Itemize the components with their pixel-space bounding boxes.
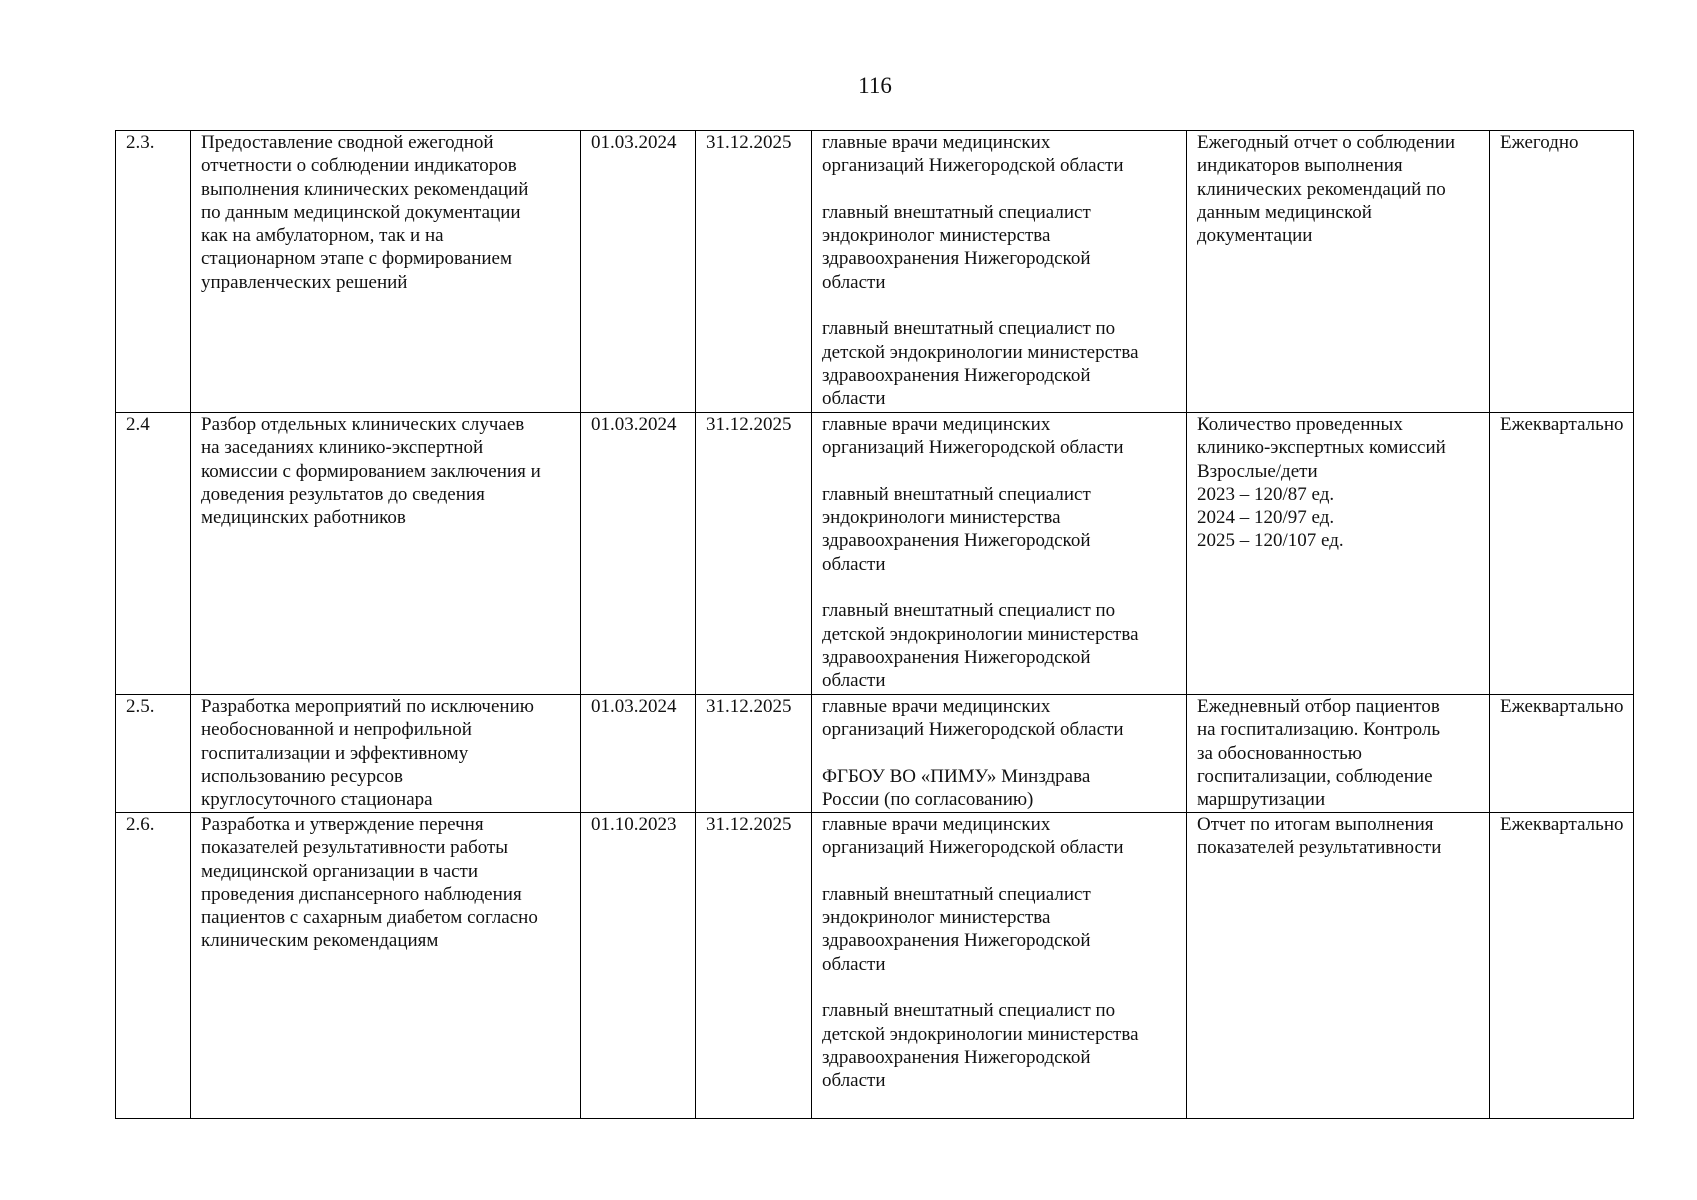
activity-table (115, 130, 1634, 1119)
activity-description: Разработка и утверждение перечня показателей результативности работы медицинской организации в части проведения диспансерного наблюдения пациентов с сахарным диабетом согласно клиническим рекомендациям (191, 813, 581, 1119)
responsible-entry: ФГБОУ ВО «ПИМУ» Минздрава России (по согласованию) (822, 765, 1091, 811)
responsible-entry: главные врачи медицинских организаций Нижегородской области (822, 132, 1124, 177)
responsible-entry: главные врачи медицинских организаций Нижегородской области (822, 814, 1124, 859)
activity-description: Разбор отдельных клинических случаев на заседаниях клинико-экспертной комиссии с формированием заключения и доведения результатов до сведения медицинских работников (191, 413, 581, 695)
start-date: 01.03.2024 (581, 413, 696, 695)
page-number: 116 (858, 73, 892, 98)
responsible-entry: главные врачи медицинских организаций Нижегородской области (822, 696, 1124, 741)
expected-result: Ежедневный отбор пациентов на госпитализацию. Контроль за обоснованностью госпитализации, соблюдение маршрутизации (1187, 695, 1490, 813)
frequency: Ежегодно (1490, 131, 1634, 413)
row-number: 2.6. (116, 813, 191, 1119)
activity-description: Разработка мероприятий по исключению необоснованной и непрофильной госпитализации и эффективному использованию ресурсов круглосуточного стационара (191, 695, 581, 813)
responsible-parties (812, 813, 1187, 1119)
frequency: Ежеквартально (1490, 813, 1634, 1119)
end-date: 31.12.2025 (696, 813, 812, 1119)
activity-description: Предоставление сводной ежегодной отчетности о соблюдении индикаторов выполнения клинических рекомендаций по данным медицинской документации как на амбулаторном, так и на стационарном этапе с формированием управленческих решений (191, 131, 581, 413)
frequency: Ежеквартально (1490, 413, 1634, 695)
row-number: 2.5. (116, 695, 191, 813)
table-row (116, 413, 1634, 695)
table-row (116, 813, 1634, 1119)
expected-result: Ежегодный отчет о соблюдении индикаторов выполнения клинических рекомендаций по данным медицинской документации (1187, 131, 1490, 413)
start-date: 01.03.2024 (581, 131, 696, 413)
end-date: 31.12.2025 (696, 695, 812, 813)
expected-result: Отчет по итогам выполнения показателей результативности (1187, 813, 1490, 1119)
expected-result: Количество проведенных клинико-экспертных комиссий Взрослые/дети 2023 – 120/87 ед. 2024 – 120/97 ед. 2025 – 120/107 ед. (1187, 413, 1490, 695)
row-number: 2.4 (116, 413, 191, 695)
responsible-entry: главный внештатный специалист эндокринологи министерства здравоохранения Нижегородской области (822, 483, 1091, 575)
responsible-parties (812, 413, 1187, 695)
responsible-parties (812, 695, 1187, 813)
table-row (116, 695, 1634, 813)
responsible-parties (812, 131, 1187, 413)
start-date: 01.10.2023 (581, 813, 696, 1119)
frequency: Ежеквартально (1490, 695, 1634, 813)
end-date: 31.12.2025 (696, 413, 812, 695)
start-date: 01.03.2024 (581, 695, 696, 813)
responsible-entry: главный внештатный специалист по детской эндокринологии министерства здравоохранения Нижегородской области (822, 318, 1139, 410)
responsible-entry: главные врачи медицинских организаций Нижегородской области (822, 414, 1124, 459)
responsible-entry: главный внештатный специалист эндокринолог министерства здравоохранения Нижегородской области (822, 883, 1091, 975)
responsible-entry: главный внештатный специалист по детской эндокринологии министерства здравоохранения Нижегородской области (822, 600, 1139, 692)
row-number: 2.3. (116, 131, 191, 413)
responsible-entry: главный внештатный специалист по детской эндокринологии министерства здравоохранения Нижегородской области (822, 1000, 1139, 1092)
table-row (116, 131, 1634, 413)
end-date: 31.12.2025 (696, 131, 812, 413)
responsible-entry: главный внештатный специалист эндокринолог министерства здравоохранения Нижегородской области (822, 201, 1091, 293)
